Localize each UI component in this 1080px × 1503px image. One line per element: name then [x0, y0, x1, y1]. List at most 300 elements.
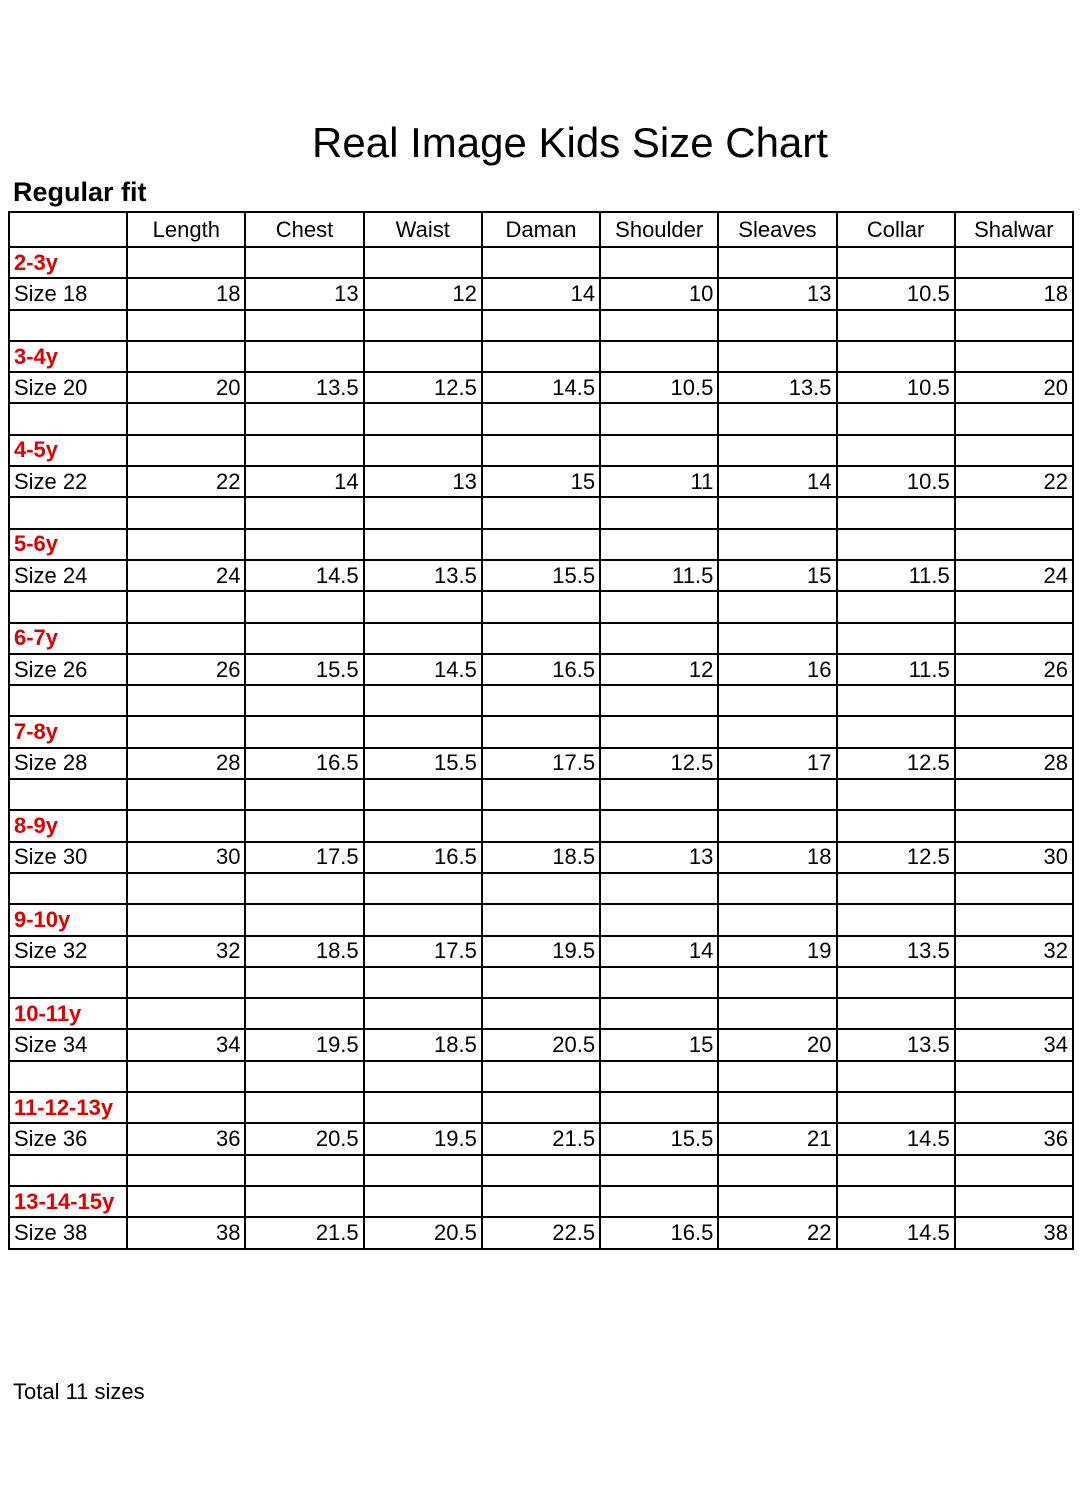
- empty-cell: [600, 716, 718, 747]
- measurement-cell: 22: [127, 466, 245, 497]
- measurement-cell: 16.5: [245, 748, 363, 779]
- measurement-cell: 13.5: [245, 372, 363, 403]
- column-header: Chest: [245, 212, 363, 247]
- empty-cell: [364, 779, 482, 810]
- empty-cell: [837, 1092, 955, 1123]
- empty-cell: [718, 1061, 836, 1092]
- empty-cell: [837, 998, 955, 1029]
- size-row: [9, 842, 1073, 873]
- measurement-cell: 20.5: [245, 1123, 363, 1154]
- measurement-cell: 15.5: [482, 560, 600, 591]
- empty-cell: [955, 435, 1073, 466]
- empty-cell: [245, 591, 363, 622]
- empty-cell: [245, 310, 363, 341]
- empty-cell: [364, 1155, 482, 1186]
- age-group-label: 9-10y: [9, 904, 127, 935]
- empty-cell: [837, 716, 955, 747]
- empty-cell: [837, 310, 955, 341]
- empty-cell: [718, 529, 836, 560]
- empty-cell: [9, 1155, 127, 1186]
- measurement-cell: 34: [127, 1029, 245, 1060]
- measurement-cell: 19.5: [482, 936, 600, 967]
- empty-cell: [364, 810, 482, 841]
- empty-cell: [600, 1061, 718, 1092]
- empty-cell: [955, 1186, 1073, 1217]
- measurement-cell: 15: [718, 560, 836, 591]
- empty-cell: [955, 403, 1073, 434]
- empty-cell: [837, 591, 955, 622]
- measurement-cell: 16.5: [364, 842, 482, 873]
- empty-cell: [482, 1092, 600, 1123]
- measurement-cell: 30: [127, 842, 245, 873]
- empty-cell: [955, 623, 1073, 654]
- empty-cell: [482, 341, 600, 372]
- empty-cell: [364, 1092, 482, 1123]
- size-row: [9, 1217, 1073, 1248]
- header-row: [9, 212, 1073, 247]
- measurement-cell: 11.5: [837, 560, 955, 591]
- empty-cell: [600, 1186, 718, 1217]
- empty-cell: [127, 1061, 245, 1092]
- size-row: [9, 560, 1073, 591]
- empty-cell: [600, 904, 718, 935]
- size-label: Size 38: [9, 1217, 127, 1248]
- empty-cell: [955, 529, 1073, 560]
- measurement-cell: 15: [600, 1029, 718, 1060]
- measurement-cell: 13: [718, 278, 836, 309]
- empty-cell: [955, 1092, 1073, 1123]
- empty-cell: [245, 716, 363, 747]
- measurement-cell: 30: [955, 842, 1073, 873]
- fit-subtitle: Regular fit: [13, 177, 147, 207]
- measurement-cell: 14.5: [837, 1217, 955, 1248]
- empty-cell: [9, 1061, 127, 1092]
- empty-cell: [127, 497, 245, 528]
- size-label: Size 32: [9, 936, 127, 967]
- empty-cell: [955, 998, 1073, 1029]
- blank-row: [9, 685, 1073, 716]
- empty-cell: [718, 591, 836, 622]
- empty-cell: [600, 873, 718, 904]
- empty-cell: [482, 716, 600, 747]
- empty-cell: [9, 591, 127, 622]
- empty-cell: [482, 403, 600, 434]
- blank-row: [9, 497, 1073, 528]
- measurement-cell: 10: [600, 278, 718, 309]
- measurement-cell: 32: [127, 936, 245, 967]
- empty-cell: [9, 310, 127, 341]
- size-label: Size 28: [9, 748, 127, 779]
- blank-row: [9, 591, 1073, 622]
- empty-cell: [955, 904, 1073, 935]
- empty-cell: [482, 1155, 600, 1186]
- empty-cell: [127, 716, 245, 747]
- measurement-cell: 14: [718, 466, 836, 497]
- empty-cell: [600, 435, 718, 466]
- empty-cell: [482, 904, 600, 935]
- empty-cell: [127, 529, 245, 560]
- measurement-cell: 14: [482, 278, 600, 309]
- size-label: Size 24: [9, 560, 127, 591]
- measurement-cell: 32: [955, 936, 1073, 967]
- measurement-cell: 13: [600, 842, 718, 873]
- measurement-cell: 12.5: [837, 748, 955, 779]
- empty-cell: [482, 310, 600, 341]
- measurement-cell: 28: [955, 748, 1073, 779]
- empty-cell: [837, 810, 955, 841]
- page-title: Real Image Kids Size Chart: [312, 119, 828, 166]
- measurement-cell: 15.5: [600, 1123, 718, 1154]
- empty-cell: [482, 779, 600, 810]
- empty-cell: [127, 1092, 245, 1123]
- empty-cell: [600, 497, 718, 528]
- empty-cell: [245, 435, 363, 466]
- age-group-row: [9, 904, 1073, 935]
- empty-cell: [600, 810, 718, 841]
- empty-cell: [718, 810, 836, 841]
- empty-cell: [245, 1092, 363, 1123]
- measurement-cell: 13: [245, 278, 363, 309]
- measurement-cell: 16.5: [482, 654, 600, 685]
- measurement-cell: 24: [955, 560, 1073, 591]
- empty-cell: [482, 591, 600, 622]
- measurement-cell: 17.5: [364, 936, 482, 967]
- size-row: [9, 748, 1073, 779]
- empty-cell: [955, 247, 1073, 278]
- empty-cell: [955, 497, 1073, 528]
- empty-cell: [482, 998, 600, 1029]
- measurement-cell: 18: [127, 278, 245, 309]
- empty-cell: [482, 529, 600, 560]
- size-row: [9, 466, 1073, 497]
- empty-cell: [837, 403, 955, 434]
- empty-cell: [718, 310, 836, 341]
- age-group-label: 7-8y: [9, 716, 127, 747]
- age-group-row: [9, 529, 1073, 560]
- measurement-cell: 34: [955, 1029, 1073, 1060]
- empty-cell: [245, 904, 363, 935]
- empty-cell: [245, 341, 363, 372]
- empty-cell: [600, 591, 718, 622]
- empty-cell: [718, 716, 836, 747]
- empty-cell: [955, 779, 1073, 810]
- size-chart-table: [8, 211, 1074, 1250]
- empty-cell: [245, 1155, 363, 1186]
- empty-cell: [245, 967, 363, 998]
- empty-cell: [837, 529, 955, 560]
- empty-cell: [600, 685, 718, 716]
- empty-cell: [718, 435, 836, 466]
- measurement-cell: 24: [127, 560, 245, 591]
- empty-cell: [9, 779, 127, 810]
- empty-cell: [837, 435, 955, 466]
- size-row: [9, 1029, 1073, 1060]
- empty-cell: [364, 967, 482, 998]
- size-label: Size 20: [9, 372, 127, 403]
- measurement-cell: 16: [718, 654, 836, 685]
- empty-cell: [718, 1092, 836, 1123]
- measurement-cell: 12.5: [600, 748, 718, 779]
- empty-cell: [718, 779, 836, 810]
- empty-cell: [600, 779, 718, 810]
- empty-cell: [837, 779, 955, 810]
- measurement-cell: 20.5: [364, 1217, 482, 1248]
- column-header: Shalwar: [955, 212, 1073, 247]
- measurement-cell: 15: [482, 466, 600, 497]
- empty-cell: [718, 685, 836, 716]
- column-header: Waist: [364, 212, 482, 247]
- empty-cell: [364, 529, 482, 560]
- measurement-cell: 20.5: [482, 1029, 600, 1060]
- empty-cell: [245, 873, 363, 904]
- empty-cell: [955, 310, 1073, 341]
- measurement-cell: 12: [600, 654, 718, 685]
- measurement-cell: 13: [364, 466, 482, 497]
- empty-cell: [482, 1186, 600, 1217]
- empty-cell: [245, 247, 363, 278]
- measurement-cell: 38: [955, 1217, 1073, 1248]
- column-header: Daman: [482, 212, 600, 247]
- empty-cell: [127, 904, 245, 935]
- measurement-cell: 13.5: [718, 372, 836, 403]
- measurement-cell: 26: [127, 654, 245, 685]
- size-label: Size 34: [9, 1029, 127, 1060]
- empty-cell: [364, 904, 482, 935]
- age-group-label: 8-9y: [9, 810, 127, 841]
- empty-cell: [127, 403, 245, 434]
- empty-cell: [127, 779, 245, 810]
- measurement-cell: 14.5: [364, 654, 482, 685]
- empty-cell: [955, 716, 1073, 747]
- empty-cell: [837, 341, 955, 372]
- column-header: [9, 212, 127, 247]
- empty-cell: [364, 998, 482, 1029]
- measurement-cell: 22: [718, 1217, 836, 1248]
- empty-cell: [600, 1155, 718, 1186]
- empty-cell: [364, 623, 482, 654]
- blank-row: [9, 779, 1073, 810]
- measurement-cell: 14.5: [245, 560, 363, 591]
- measurement-cell: 17: [718, 748, 836, 779]
- size-chart-body: [9, 247, 1073, 1249]
- measurement-cell: 13.5: [364, 560, 482, 591]
- size-label: Size 30: [9, 842, 127, 873]
- column-header: Sleaves: [718, 212, 836, 247]
- empty-cell: [245, 779, 363, 810]
- column-header: Length: [127, 212, 245, 247]
- empty-cell: [482, 497, 600, 528]
- empty-cell: [482, 623, 600, 654]
- empty-cell: [127, 310, 245, 341]
- empty-cell: [245, 623, 363, 654]
- empty-cell: [364, 685, 482, 716]
- size-row: [9, 936, 1073, 967]
- measurement-cell: 18.5: [245, 936, 363, 967]
- empty-cell: [364, 310, 482, 341]
- age-group-row: [9, 1186, 1073, 1217]
- measurement-cell: 22.5: [482, 1217, 600, 1248]
- empty-cell: [482, 873, 600, 904]
- empty-cell: [837, 623, 955, 654]
- measurement-cell: 20: [955, 372, 1073, 403]
- empty-cell: [600, 998, 718, 1029]
- empty-cell: [955, 685, 1073, 716]
- empty-cell: [127, 873, 245, 904]
- total-sizes-note: Total 11 sizes: [13, 1379, 145, 1404]
- blank-row: [9, 1155, 1073, 1186]
- empty-cell: [955, 967, 1073, 998]
- empty-cell: [600, 529, 718, 560]
- measurement-cell: 11.5: [600, 560, 718, 591]
- empty-cell: [718, 497, 836, 528]
- empty-cell: [364, 435, 482, 466]
- empty-cell: [600, 623, 718, 654]
- empty-cell: [482, 247, 600, 278]
- measurement-cell: 16.5: [600, 1217, 718, 1248]
- empty-cell: [127, 341, 245, 372]
- empty-cell: [245, 1061, 363, 1092]
- measurement-cell: 14.5: [837, 1123, 955, 1154]
- age-group-row: [9, 1092, 1073, 1123]
- measurement-cell: 21.5: [482, 1123, 600, 1154]
- measurement-cell: 20: [718, 1029, 836, 1060]
- empty-cell: [9, 497, 127, 528]
- empty-cell: [482, 967, 600, 998]
- empty-cell: [245, 497, 363, 528]
- empty-cell: [955, 341, 1073, 372]
- empty-cell: [718, 623, 836, 654]
- empty-cell: [245, 810, 363, 841]
- size-row: [9, 278, 1073, 309]
- empty-cell: [600, 341, 718, 372]
- empty-cell: [364, 403, 482, 434]
- empty-cell: [364, 497, 482, 528]
- empty-cell: [127, 435, 245, 466]
- age-group-row: [9, 810, 1073, 841]
- empty-cell: [718, 967, 836, 998]
- empty-cell: [482, 435, 600, 466]
- measurement-cell: 18: [718, 842, 836, 873]
- size-label: Size 36: [9, 1123, 127, 1154]
- empty-cell: [718, 341, 836, 372]
- column-header: Shoulder: [600, 212, 718, 247]
- age-group-label: 11-12-13y: [9, 1092, 127, 1123]
- measurement-cell: 13.5: [837, 936, 955, 967]
- age-group-label: 6-7y: [9, 623, 127, 654]
- empty-cell: [127, 623, 245, 654]
- blank-row: [9, 1061, 1073, 1092]
- empty-cell: [364, 1186, 482, 1217]
- empty-cell: [600, 403, 718, 434]
- empty-cell: [955, 873, 1073, 904]
- empty-cell: [364, 716, 482, 747]
- empty-cell: [9, 873, 127, 904]
- measurement-cell: 11: [600, 466, 718, 497]
- empty-cell: [127, 810, 245, 841]
- measurement-cell: 10.5: [837, 278, 955, 309]
- empty-cell: [837, 967, 955, 998]
- empty-cell: [364, 247, 482, 278]
- empty-cell: [364, 1061, 482, 1092]
- empty-cell: [600, 310, 718, 341]
- empty-cell: [482, 685, 600, 716]
- measurement-cell: 18: [955, 278, 1073, 309]
- empty-cell: [837, 1061, 955, 1092]
- age-group-label: 13-14-15y: [9, 1186, 127, 1217]
- size-row: [9, 1123, 1073, 1154]
- empty-cell: [837, 1186, 955, 1217]
- measurement-cell: 12: [364, 278, 482, 309]
- empty-cell: [718, 247, 836, 278]
- empty-cell: [718, 904, 836, 935]
- age-group-row: [9, 623, 1073, 654]
- empty-cell: [955, 591, 1073, 622]
- measurement-cell: 28: [127, 748, 245, 779]
- empty-cell: [718, 403, 836, 434]
- empty-cell: [718, 998, 836, 1029]
- measurement-cell: 14.5: [482, 372, 600, 403]
- age-group-row: [9, 716, 1073, 747]
- empty-cell: [837, 1155, 955, 1186]
- empty-cell: [837, 873, 955, 904]
- empty-cell: [482, 810, 600, 841]
- empty-cell: [482, 1061, 600, 1092]
- age-group-row: [9, 998, 1073, 1029]
- measurement-cell: 17.5: [482, 748, 600, 779]
- blank-row: [9, 403, 1073, 434]
- age-group-row: [9, 341, 1073, 372]
- size-label: Size 22: [9, 466, 127, 497]
- measurement-cell: 13.5: [837, 1029, 955, 1060]
- measurement-cell: 38: [127, 1217, 245, 1248]
- measurement-cell: 10.5: [837, 372, 955, 403]
- empty-cell: [127, 998, 245, 1029]
- age-group-row: [9, 435, 1073, 466]
- size-row: [9, 654, 1073, 685]
- empty-cell: [127, 247, 245, 278]
- empty-cell: [245, 998, 363, 1029]
- empty-cell: [9, 403, 127, 434]
- measurement-cell: 15.5: [364, 748, 482, 779]
- measurement-cell: 18.5: [364, 1029, 482, 1060]
- measurement-cell: 17.5: [245, 842, 363, 873]
- measurement-cell: 36: [955, 1123, 1073, 1154]
- age-group-label: 5-6y: [9, 529, 127, 560]
- measurement-cell: 22: [955, 466, 1073, 497]
- measurement-cell: 18.5: [482, 842, 600, 873]
- empty-cell: [837, 685, 955, 716]
- age-group-label: 4-5y: [9, 435, 127, 466]
- empty-cell: [127, 1186, 245, 1217]
- measurement-cell: 19.5: [245, 1029, 363, 1060]
- empty-cell: [9, 967, 127, 998]
- empty-cell: [718, 873, 836, 904]
- empty-cell: [245, 403, 363, 434]
- measurement-cell: 26: [955, 654, 1073, 685]
- empty-cell: [245, 1186, 363, 1217]
- empty-cell: [955, 1061, 1073, 1092]
- empty-cell: [364, 873, 482, 904]
- empty-cell: [127, 1155, 245, 1186]
- measurement-cell: 15.5: [245, 654, 363, 685]
- empty-cell: [600, 247, 718, 278]
- measurement-cell: 21.5: [245, 1217, 363, 1248]
- measurement-cell: 11.5: [837, 654, 955, 685]
- size-row: [9, 372, 1073, 403]
- empty-cell: [837, 497, 955, 528]
- empty-cell: [955, 810, 1073, 841]
- measurement-cell: 10.5: [837, 466, 955, 497]
